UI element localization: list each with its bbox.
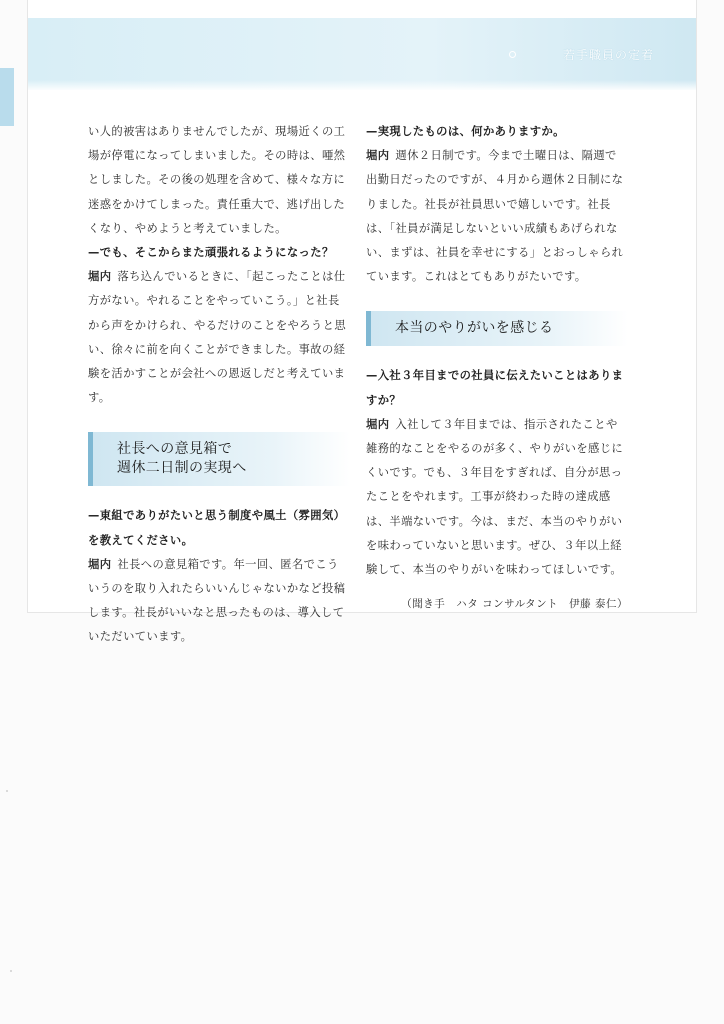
interview-answer xyxy=(366,413,628,582)
right-column xyxy=(366,120,628,627)
interview-question: —実現したものは、何かありますか。 xyxy=(366,125,565,138)
answer-text: 社長への意見箱です。年一回、匿名でこういうのを取り入れたらいいんじゃないかなど投稿します。社長がいいなと思ったものは、導入していただいています。 xyxy=(88,557,346,644)
section-heading xyxy=(88,432,350,486)
interview-answer xyxy=(88,553,350,650)
interviewer-credit: （聞き手 ハタ コンサルタント 伊藤 泰仁） xyxy=(401,598,628,611)
page-edge-tab xyxy=(0,68,14,126)
scan-speck xyxy=(10,970,12,972)
answer-text: 週休２日制です。今まで土曜日は、隔週で出勤日だったのですが、４月から週休２日制になりました。社長が社員思いで嬉しいです。社長は、「社員が満足しないといい成績もあげられない、まずは、社員を幸せにする」とおっしゃられています。これはとてもありがたいです。 xyxy=(366,149,624,284)
section-heading-line: 社長への意見箱で xyxy=(117,441,233,458)
left-column xyxy=(88,120,350,650)
interview-answer xyxy=(88,265,350,410)
interview-question: —東組でありがたいと思う制度や風土（雰囲気）を教えてください。 xyxy=(88,509,346,547)
interview-question: —でも、そこからまた頑張れるようになった？ xyxy=(88,246,334,260)
circle-bullet-icon xyxy=(509,51,516,58)
section-heading-line: 本当のやりがいを感じる xyxy=(395,320,554,337)
series-title: 若手職員の定着 xyxy=(562,48,654,62)
section-heading-line: 週休二日制の実現へ xyxy=(117,460,247,477)
speaker-name: 堀内 xyxy=(366,417,390,431)
scan-speck xyxy=(6,790,8,792)
answer-text: 入社して３年目までは、指示されたことや雑務的なことをやるのが多く、やりがいを感じにくいです。でも、３年目をすぎれば、自分が思ったことをやれます。工事が終わった時の達成感は、半端ないです。今は、まだ、本当のやりがいを味わっていないと思います。ぜひ、３年以上経験して、本当のやりがいを味わってほしいです。 xyxy=(366,417,624,577)
interview-question: —入社３年目までの社員に伝えたいことはありますか？ xyxy=(366,369,624,407)
speaker-name: 堀内 xyxy=(88,270,112,284)
speaker-name: 堀内 xyxy=(366,149,390,163)
speaker-name: 堀内 xyxy=(88,557,112,571)
paragraph: い人的被害はありませんでしたが、現場近くの工場が停電になってしまいました。その時は、唖然としました。その後の処理を含めて、様々な方に迷惑をかけてしまった。責任重大で、逃げ出したくなり、やめようと考えていました。 xyxy=(88,125,346,235)
section-heading xyxy=(366,311,628,346)
answer-text: 落ち込んでいるときに、「起こったことは仕方がない。やれることをやっていこう。」と社長から声をかけられ、やるだけのことをやろうと思い、徐々に前を向くことができました。事故の経験を活かすことが会社への恩返しだと考えています。 xyxy=(88,270,347,405)
interview-answer xyxy=(366,144,628,289)
